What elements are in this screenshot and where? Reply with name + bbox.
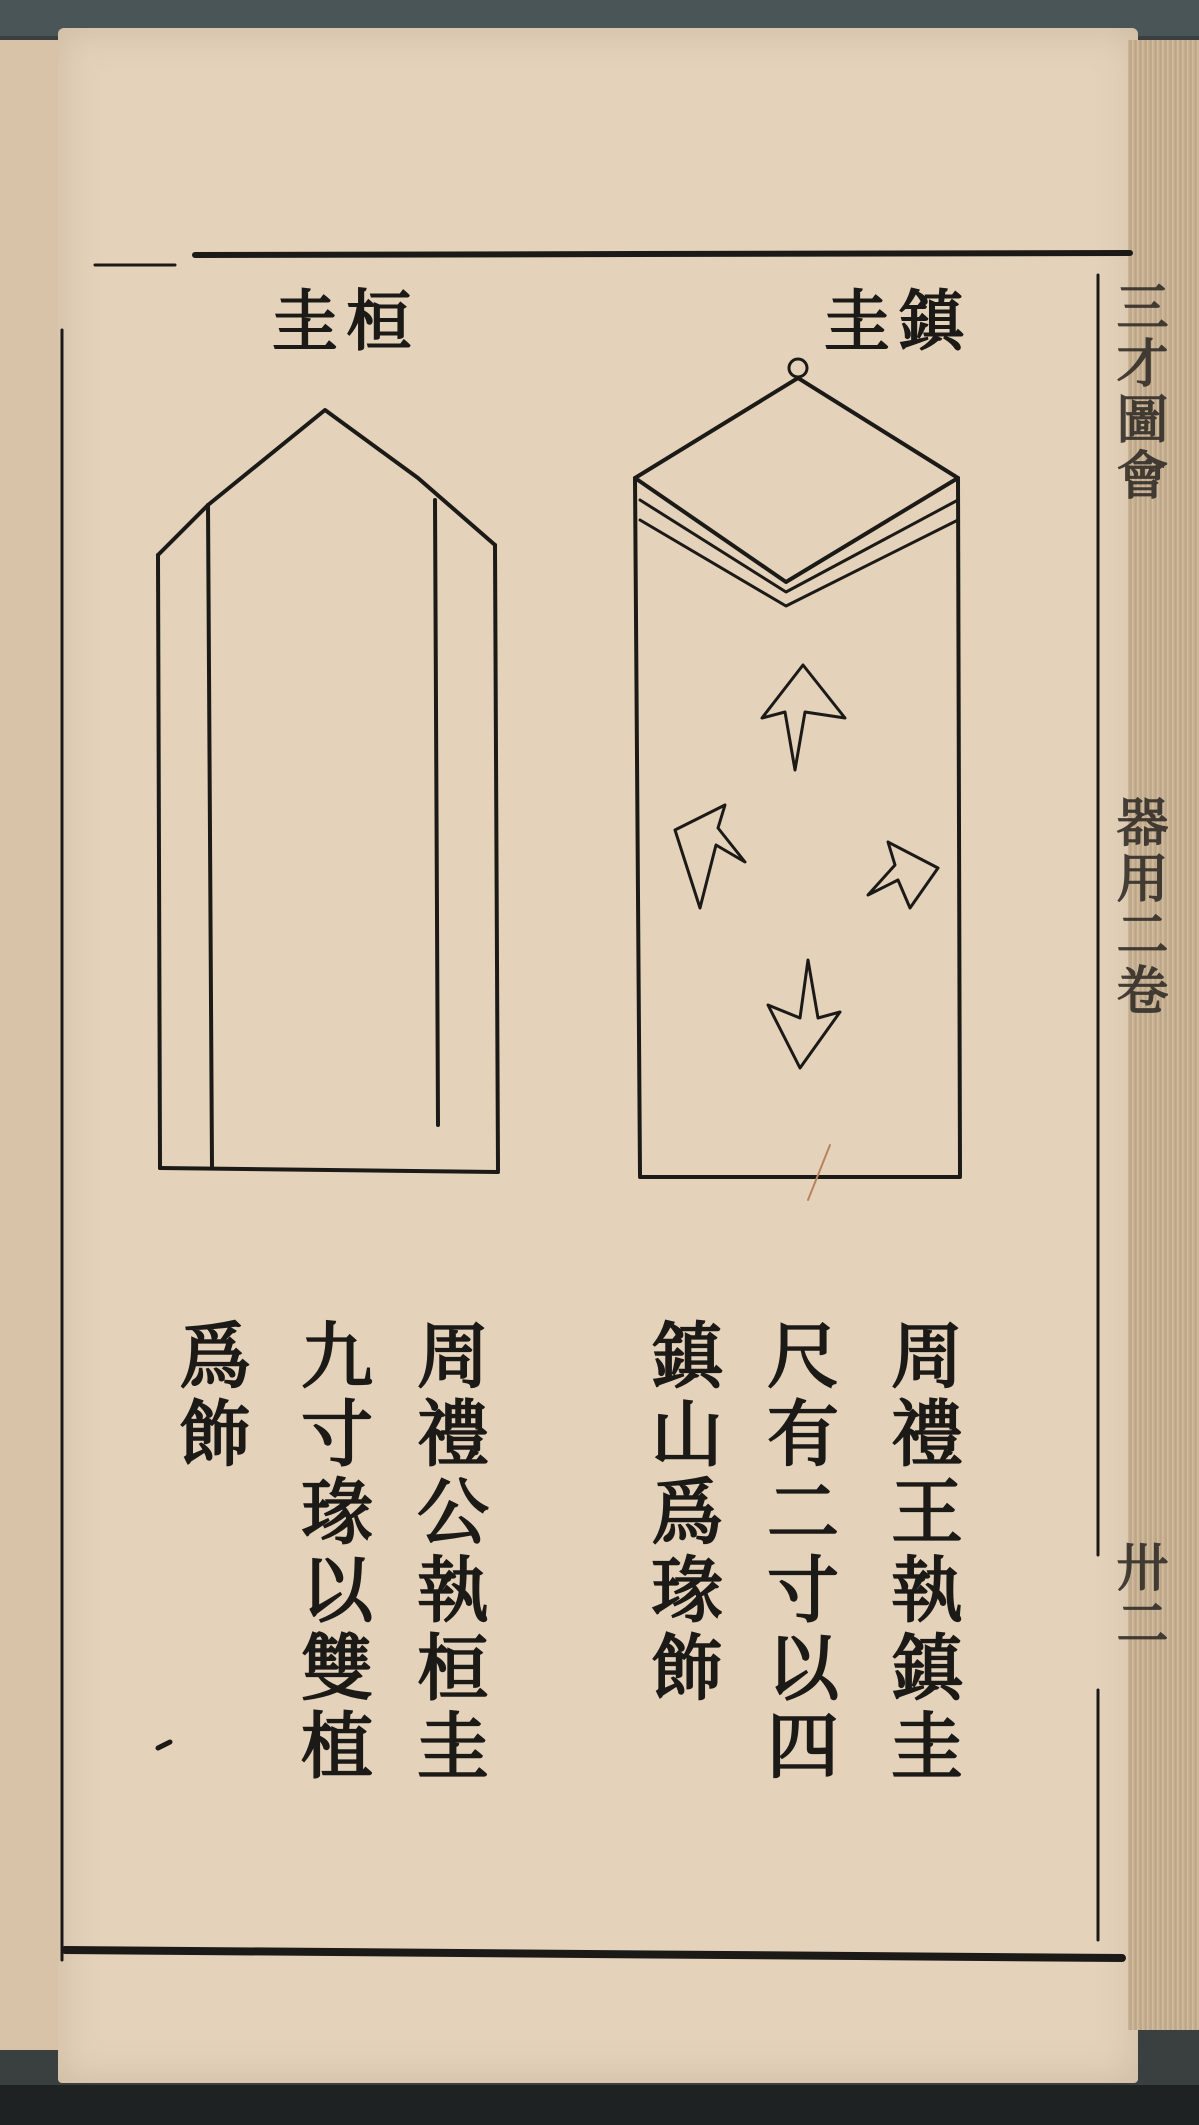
arrow-right — [868, 842, 938, 908]
margin-section: 器用二卷 — [1107, 795, 1168, 1019]
text-column-5: 九寸瑑以雙植 — [289, 1318, 374, 1786]
margin-book-title: 三才圖會 — [1107, 280, 1168, 504]
text-column-6: 爲飾 — [167, 1318, 252, 1474]
tablet-top-face — [635, 378, 958, 582]
huan-gui-title: 桓圭 — [272, 282, 420, 360]
huan-gui-tablet-drawing — [158, 410, 498, 1172]
arrow-up — [762, 665, 845, 770]
text-column-3: 鎮山爲瑑飾 — [639, 1318, 724, 1708]
text-column-2: 尺有二寸以四 — [755, 1318, 840, 1786]
arrow-down — [768, 960, 840, 1068]
zhen-gui-title: 鎮圭 — [824, 282, 972, 360]
text-column-4: 周禮公執桓圭 — [405, 1318, 490, 1786]
paper-stain — [808, 1145, 830, 1200]
frame-top-line — [195, 253, 1130, 255]
zhen-gui-tablet-drawing — [635, 359, 960, 1177]
margin-folio: 卅二 — [1107, 1540, 1168, 1652]
text-column-1: 周禮王執鎮圭 — [879, 1318, 964, 1786]
frame-bottom-line — [65, 1950, 1122, 1958]
arrow-left — [675, 805, 745, 908]
